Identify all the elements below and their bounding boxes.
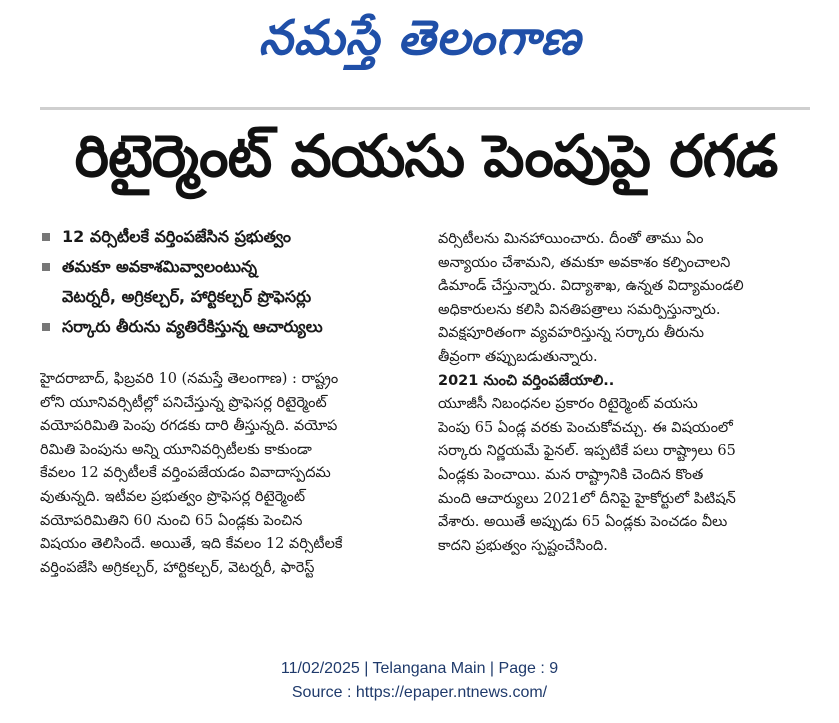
highlight-item-continued [40, 282, 430, 312]
masthead-divider [40, 107, 810, 110]
body-line: తీవ్రంగా తప్పుబడుతున్నారు. [438, 348, 598, 365]
body-line: పెంపు 65 ఏండ్ల వరకు పెంచుకోవచ్చు. ఈ విషయంలో [438, 419, 733, 436]
body-line: ఏండ్లకు పెంచాయి. మన రాష్ట్రానికి చెందిన కొంత [438, 466, 704, 483]
highlight-text: 12 వర్సిటీలకే వర్తింపజేసిన ప్రభుత్వం [62, 227, 291, 246]
body-line: సర్కారు నిర్ణయమే ఫైనల్. ఇప్పటికే పలు రాష్ట్రాలు 65 [438, 443, 736, 460]
body-line: అధికారులను కలిసి వినతిపత్రాలు సమర్పిస్తున్నారు. [438, 301, 721, 318]
source-credit: Source : https://epaper.ntnews.com/ [291, 684, 548, 701]
edition-info: 11/02/2025 | Telangana Main | Page : 9 [280, 660, 559, 677]
body-line: యూజీసీ నిబంధనల ప్రకారం రిటైర్మెంట్ వయసు [438, 396, 698, 413]
body-line: వుతున్నది. ఇటీవల ప్రభుత్వం ప్రొఫెసర్ల రిటైర్మెంట్ [40, 488, 306, 505]
body-line: అన్యాయం చేశామని, తమకూ అవకాశం కల్పించాలని [438, 254, 731, 271]
highlight-item [40, 222, 430, 252]
highlight-text: వెటర్నరీ, అగ్రికల్చర్, హార్టికల్చర్ ప్రొఫెసర్లు [62, 287, 312, 306]
article-column-right [438, 228, 810, 558]
bullet-square-icon [42, 233, 50, 241]
body-line: వయోపరిమితి పెంపు రగడకు దారి తీస్తున్నది. వయోప [40, 418, 338, 435]
body-line: వయోపరిమితిని 60 నుంచి 65 ఏండ్లకు పెంచిన [40, 512, 303, 529]
body-line: రిమితి పెంపును అన్ని యూనివర్సిటీలకు కాకుండా [40, 441, 312, 458]
bullet-square-icon [42, 323, 50, 331]
body-line: కేవలం 12 వర్సిటీలకే వర్తింపజేయడం వివాదాస్పదమ [40, 465, 331, 482]
highlight-item [40, 312, 430, 342]
bullet-square-icon [42, 263, 50, 271]
body-line: డిమాండ్ చేస్తున్నారు. విద్యాశాఖ, ఉన్నత విద్యామండలి [438, 278, 744, 295]
body-line: మంది ఆచార్యులు 2021లో దీనిపై హైకోర్టులో పిటిషన్ [438, 490, 736, 507]
highlight-text: సర్కారు తీరును వ్యతిరేకిస్తున్న ఆచార్యులు [62, 317, 323, 336]
body-line: వర్తింపజేసి అగ్రికల్చర్, హార్టికల్చర్, వెటర్నరీ, ఫారెస్ట్ [40, 559, 315, 576]
highlight-text: తమకూ అవకాశమివ్వాలంటున్న [62, 257, 258, 276]
body-line: వేశారు. అయితే అప్పుడు 65 ఏండ్లకు పెంచడం వీలు [438, 514, 728, 531]
highlight-item [40, 252, 430, 282]
body-line: విషయం తెలిసిందే. అయితే, ఇది కేవలం 12 వర్సిటీలకే [40, 536, 343, 553]
body-line: హైదరాబాద్, ఫిబ్రవరి 10 (నమస్తే తెలంగాణ) : రాష్ట్రం [40, 371, 339, 387]
highlights-list [40, 222, 430, 342]
body-line: కాదని ప్రభుత్వం స్పష్టంచేసింది. [438, 537, 608, 554]
newspaper-masthead: నమస్తే తెలంగాణ [258, 10, 582, 66]
article-column-left [40, 368, 435, 580]
body-line: లోని యూనివర్సిటీల్లో పనిచేస్తున్న ప్రొఫెసర్ల రిటైర్మెంట్ [40, 394, 327, 411]
section-subheading: 2021 నుంచి వర్తింపజేయాలి.. [438, 372, 615, 389]
body-line: వర్సిటీలను మినహాయించారు. దీంతో తాము ఏం [438, 231, 704, 247]
article-headline: రిటైర్మెంట్ వయసు పెంపుపై రగడ [74, 121, 778, 190]
body-line: వివక్షపూరితంగా వ్యవహరిస్తున్న సర్కారు తీరును [438, 325, 705, 342]
